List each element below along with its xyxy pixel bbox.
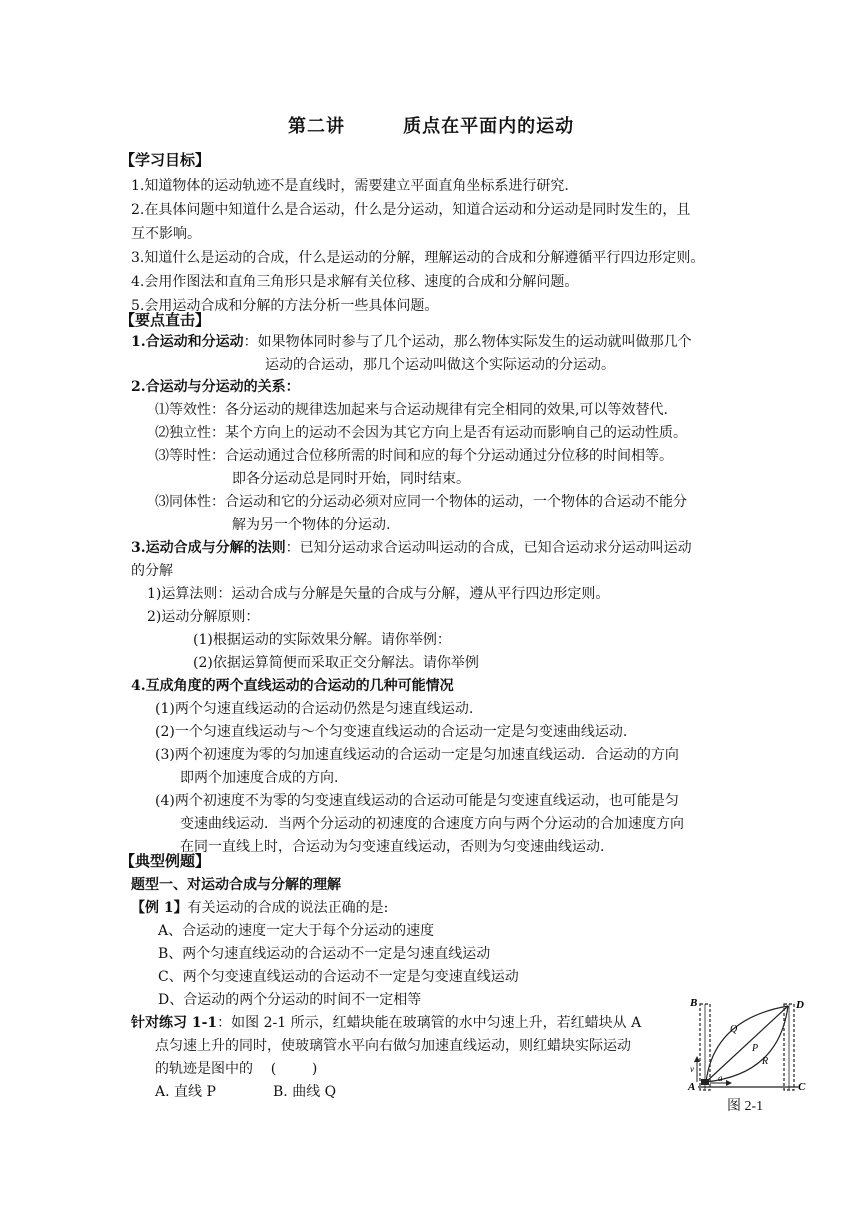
label-q: Q — [730, 1024, 738, 1035]
figure-2-1 — [684, 994, 824, 1094]
point-3-rule-1: 1)运算法则：运动合成与分解是矢量的合成与分解，遵从平行四边形定则。 — [147, 586, 610, 602]
section-heading-examples: 【典型例题】 — [120, 852, 211, 870]
label-a-accel: a — [718, 1073, 723, 1083]
page-title: 第二讲 质点在平面内的运动 — [288, 116, 575, 137]
point-4-line-4-cont-2: 在同一直线上时，合运动为匀变速直线运动，否则为匀变速曲线运动. — [180, 839, 605, 855]
example-1-option-b: B、两个匀速直线运动的合运动不一定是匀速直线运动 — [158, 946, 491, 962]
practice-1-1-cont-2: 的轨迹是图中的 ( ) — [155, 1061, 318, 1077]
example-1-option-c: C、两个匀变速直线运动的合运动不一定是匀变速直线运动 — [158, 969, 519, 985]
label-p: P — [752, 1043, 759, 1054]
point-1 — [131, 333, 692, 351]
point-1-cont: 运动的合运动，那几个运动叫做这个实际运动的分运动。 — [265, 357, 615, 373]
point-2-item-1: ⑴等效性：各分运动的规律迭加起来与合运动规律有完全相同的效果,可以等效替代. — [155, 402, 668, 418]
point-4-line-3-cont: 即两个加速度合成的方向. — [180, 770, 339, 786]
point-3-label: 3.运动合成与分解的法则 — [131, 540, 286, 556]
point-3-text: ：已知分运动求合运动叫运动的合成，已知合运动求分运动叫运动 — [285, 540, 692, 556]
goal-item-4: 4.会用作图法和直角三角形只是求解有关位移、速度的合成和分解问题。 — [131, 274, 579, 290]
point-2-item-4-cont: 解为另一个物体的分运动. — [232, 517, 391, 533]
label-b: B — [690, 997, 698, 1009]
point-3 — [131, 539, 692, 557]
point-4-line-3: (3)两个初速度为零的匀加速直线运动的合运动一定是匀加速直线运动．合运动的方向 — [155, 747, 679, 763]
point-3-sub-1: (1)根据运动的实际效果分解。请你举例： — [193, 632, 451, 648]
practice-1-1 — [131, 1014, 641, 1032]
label-r: R — [762, 1056, 769, 1067]
point-4-label: 4.互成角度的两个直线运动的合运动的几种可能情况 — [131, 678, 454, 694]
example-1-question: 有关运动的合成的说法正确的是: — [187, 900, 389, 916]
practice-1-1-label: 针对练习 1-1 — [131, 1015, 218, 1031]
point-2-label: 2.合运动与分运动的关系： — [131, 379, 300, 395]
point-2-item-2: ⑵独立性：某个方向上的运动不会因为其它方向上是否有运动而影响自己的运动性质。 — [155, 425, 687, 441]
point-2-item-3: ⑶等时性：合运动通过合位移所需的时间和应的每个分运动通过分位移的时间相等。 — [155, 448, 673, 464]
practice-1-1-option-b: B. 曲线 Q — [273, 1084, 337, 1100]
label-a: A — [688, 1081, 696, 1093]
goal-item-2-cont: 互不影响。 — [131, 226, 201, 242]
goal-item-2: 2.在具体问题中知道什么是合运动，什么是分运动，知道合运动和分运动是同时发生的，且 — [131, 202, 691, 218]
label-v: v — [690, 1064, 694, 1074]
point-2-item-4: ⑶同体性：合运动和它的分运动必须对应同一个物体的运动，一个物体的合运动不能分 — [155, 494, 687, 510]
point-4-line-1: (1)两个匀速直线运动的合运动仍然是匀速直线运动. — [155, 701, 474, 717]
label-c: C — [798, 1081, 806, 1093]
point-1-label: 1.合运动和分运动 — [131, 334, 244, 350]
goal-item-1: 1.知道物体的运动轨迹不是直线时，需要建立平面直角坐标系进行研究. — [131, 178, 569, 194]
example-1 — [131, 899, 388, 917]
point-1-text: ：如果物体同时参与了几个运动，那么物体实际发生的运动就叫做那几个 — [243, 334, 692, 350]
section-heading-goals: 【学习目标】 — [120, 151, 211, 169]
example-1-label: 【例 1】 — [131, 900, 188, 916]
goal-item-3: 3.知道什么是运动的合成，什么是运动的分解，理解运动的合成和分解遵循平行四边形定则。 — [131, 250, 705, 266]
point-3-sub-2: (2)依据运算简便而采取正交分解法。请你举例 — [193, 655, 479, 671]
figure-caption: 图 2-1 — [727, 1099, 764, 1114]
practice-1-1-option-a: A. 直线 P — [155, 1084, 216, 1100]
goal-item-5: 5.会用运动合成和分解的方法分析一些具体问题。 — [131, 298, 439, 314]
point-4-line-2: (2)一个匀速直线运动与～个匀变速直线运动的合运动一定是匀变速曲线运动. — [155, 724, 628, 740]
question-type-1: 题型一、对运动合成与分解的理解 — [131, 877, 341, 893]
point-3-cont: 的分解 — [131, 563, 173, 579]
section-heading-points: 【要点直击】 — [120, 311, 211, 329]
point-3-rule-2: 2)运动分解原则： — [147, 609, 260, 625]
practice-1-1-cont-1: 点匀速上升的同时，使玻璃管水平向右做匀加速直线运动，则红蜡块实际运动 — [155, 1038, 631, 1054]
wax-block — [701, 1079, 709, 1085]
example-1-option-d: D、合运动的两个分运动的时间不一定相等 — [158, 992, 422, 1008]
point-4-line-4-cont-1: 变速曲线运动．当两个分运动的初速度的合速度方向与两个分运动的合加速度方向 — [180, 816, 684, 832]
practice-1-1-text: ：如图 2-1 所示，红蜡块能在玻璃管的水中匀速上升，若红蜡块从 A — [217, 1015, 642, 1031]
label-d: D — [796, 999, 804, 1011]
point-4-line-4: (4)两个初速度不为零的匀变速直线运动的合运动可能是匀变速直线运动，也可能是匀 — [155, 793, 679, 809]
point-2-item-3-cont: 即各分运动总是同时开始，同时结束。 — [232, 471, 470, 487]
example-1-option-a: A、合运动的速度一定大于每个分运动的速度 — [158, 923, 435, 939]
